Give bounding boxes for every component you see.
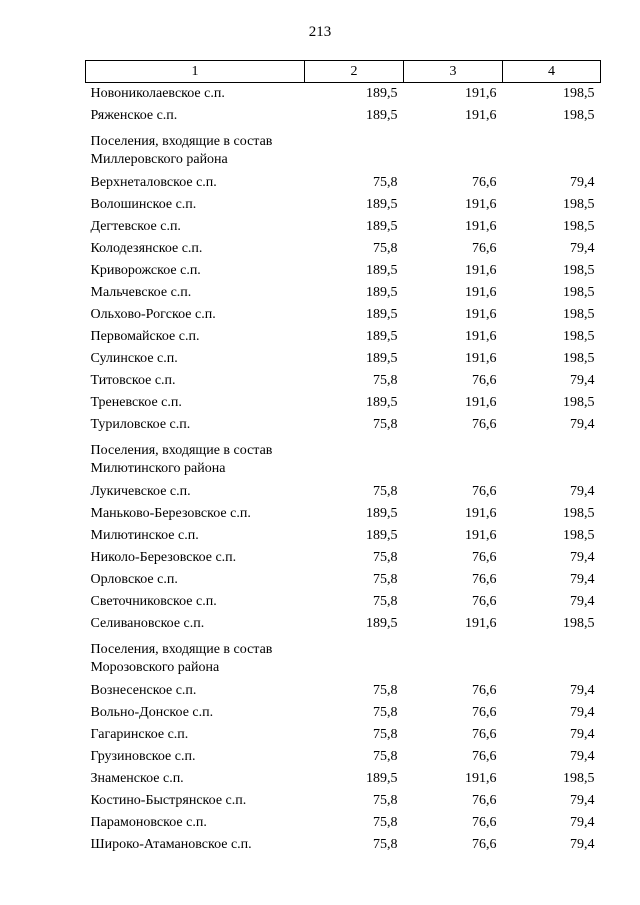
- value-col-2: 75,8: [373, 572, 398, 587]
- value-col-3: 76,6: [472, 484, 497, 499]
- value-col-3: 191,6: [465, 263, 497, 278]
- table-row: [86, 370, 601, 392]
- value-col-3: 76,6: [472, 417, 497, 432]
- value-col-2: 189,5: [366, 263, 398, 278]
- group-heading: Поселения, входящие в состав Милютинского района: [90, 443, 273, 476]
- settlement-name: Первомайское с.п.: [90, 329, 200, 344]
- value-col-4: 79,4: [570, 815, 595, 830]
- table-row: [86, 326, 601, 348]
- value-col-2: 189,5: [366, 616, 398, 631]
- group-heading-row: [86, 635, 601, 680]
- table-row: [86, 812, 601, 834]
- table-row: [86, 216, 601, 238]
- table-row: [86, 591, 601, 613]
- value-col-3: 76,6: [472, 815, 497, 830]
- value-col-3: 191,6: [465, 307, 497, 322]
- value-col-2: 75,8: [373, 727, 398, 742]
- table-row: [86, 238, 601, 260]
- value-col-3: 191,6: [465, 285, 497, 300]
- header-row: [86, 61, 601, 83]
- value-col-3: 76,6: [472, 175, 497, 190]
- value-col-4: 79,4: [570, 683, 595, 698]
- table-row: [86, 172, 601, 194]
- settlement-name: Лукичевское с.п.: [90, 484, 191, 499]
- value-col-3: 191,6: [465, 197, 497, 212]
- group-heading: Поселения, входящие в состав Миллеровского района: [90, 134, 273, 167]
- value-col-2: 75,8: [373, 175, 398, 190]
- value-col-4: 198,5: [563, 263, 595, 278]
- value-col-2: 189,5: [366, 528, 398, 543]
- table-row: [86, 547, 601, 569]
- group-heading-row: [86, 127, 601, 172]
- group-heading-row: [86, 436, 601, 481]
- value-col-3: 191,6: [465, 616, 497, 631]
- settlement-name: Николо-Березовское с.п.: [90, 550, 237, 565]
- settlement-name: Вознесенское с.п.: [90, 683, 197, 698]
- value-col-4: 79,4: [570, 705, 595, 720]
- value-col-2: 189,5: [366, 219, 398, 234]
- value-col-4: 198,5: [563, 329, 595, 344]
- value-col-3: 76,6: [472, 837, 497, 852]
- settlement-name: Вольно-Донское с.п.: [90, 705, 214, 720]
- value-col-4: 198,5: [563, 351, 595, 366]
- value-col-2: 75,8: [373, 417, 398, 432]
- empty-cell: [503, 436, 601, 481]
- value-col-4: 79,4: [570, 241, 595, 256]
- table-row: [86, 392, 601, 414]
- table-row: [86, 414, 601, 436]
- value-col-3: 76,6: [472, 550, 497, 565]
- value-col-3: 191,6: [465, 395, 497, 410]
- tariff-table: [85, 60, 601, 856]
- table-row: [86, 525, 601, 547]
- settlement-name: Ряженское с.п.: [90, 108, 178, 123]
- table-row: [86, 481, 601, 503]
- column-header-2: 2: [305, 61, 404, 83]
- empty-cell: [404, 635, 503, 680]
- table-row: [86, 569, 601, 591]
- value-col-2: 75,8: [373, 373, 398, 388]
- table-row: [86, 613, 601, 635]
- value-col-3: 191,6: [465, 771, 497, 786]
- settlement-name: Треневское с.п.: [90, 395, 182, 410]
- value-col-2: 189,5: [366, 506, 398, 521]
- table-row: [86, 768, 601, 790]
- group-heading: Поселения, входящие в состав Морозовского района: [90, 642, 273, 675]
- column-header-4: 4: [503, 61, 601, 83]
- table-row: [86, 105, 601, 127]
- settlement-name: Ольхово-Рогское с.п.: [90, 307, 216, 322]
- table-row: [86, 746, 601, 768]
- value-col-3: 191,6: [465, 219, 497, 234]
- empty-cell: [305, 127, 404, 172]
- settlement-name: Маньково-Березовское с.п.: [90, 506, 251, 521]
- table-body: [86, 83, 601, 857]
- settlement-name: Колодезянское с.п.: [90, 241, 203, 256]
- value-col-2: 189,5: [366, 108, 398, 123]
- page-number: 213: [308, 24, 332, 40]
- table-row: [86, 282, 601, 304]
- value-col-3: 76,6: [472, 727, 497, 742]
- settlement-name: Верхнеталовское с.п.: [90, 175, 217, 190]
- value-col-2: 189,5: [366, 395, 398, 410]
- table-row: [86, 724, 601, 746]
- value-col-3: 76,6: [472, 793, 497, 808]
- value-col-2: 75,8: [373, 683, 398, 698]
- value-col-4: 198,5: [563, 395, 595, 410]
- empty-cell: [404, 436, 503, 481]
- value-col-3: 76,6: [472, 572, 497, 587]
- value-col-2: 189,5: [366, 285, 398, 300]
- table-row: [86, 680, 601, 702]
- value-col-4: 198,5: [563, 771, 595, 786]
- value-col-3: 191,6: [465, 329, 497, 344]
- value-col-4: 198,5: [563, 616, 595, 631]
- value-col-3: 191,6: [465, 108, 497, 123]
- value-col-3: 76,6: [472, 594, 497, 609]
- empty-cell: [503, 127, 601, 172]
- value-col-4: 79,4: [570, 484, 595, 499]
- table-row: [86, 194, 601, 216]
- table-row: [86, 260, 601, 282]
- value-col-4: 79,4: [570, 572, 595, 587]
- value-col-4: 79,4: [570, 793, 595, 808]
- settlement-name: Сулинское с.п.: [90, 351, 178, 366]
- table-row: [86, 83, 601, 106]
- empty-cell: [305, 436, 404, 481]
- value-col-4: 198,5: [563, 528, 595, 543]
- value-col-4: 198,5: [563, 86, 595, 101]
- settlement-name: Милютинское с.п.: [90, 528, 199, 543]
- settlement-name: Новониколаевское с.п.: [90, 86, 225, 101]
- settlement-name: Титовское с.п.: [90, 373, 176, 388]
- table-row: [86, 348, 601, 370]
- settlement-name: Орловское с.п.: [90, 572, 178, 587]
- table-row: [86, 790, 601, 812]
- settlement-name: Криворожское с.п.: [90, 263, 201, 278]
- value-col-3: 191,6: [465, 528, 497, 543]
- settlement-name: Грузиновское с.п.: [90, 749, 196, 764]
- value-col-2: 75,8: [373, 815, 398, 830]
- empty-cell: [503, 635, 601, 680]
- settlement-name: Костино-Быстрянское с.п.: [90, 793, 247, 808]
- value-col-4: 198,5: [563, 219, 595, 234]
- value-col-2: 75,8: [373, 550, 398, 565]
- value-col-4: 79,4: [570, 175, 595, 190]
- value-col-4: 79,4: [570, 837, 595, 852]
- settlement-name: Мальчевское с.п.: [90, 285, 192, 300]
- column-header-3: 3: [404, 61, 503, 83]
- settlement-name: Широко-Атамановское с.п.: [90, 837, 252, 852]
- value-col-2: 75,8: [373, 705, 398, 720]
- value-col-3: 191,6: [465, 351, 497, 366]
- settlement-name: Волошинское с.п.: [90, 197, 197, 212]
- value-col-2: 189,5: [366, 197, 398, 212]
- value-col-2: 189,5: [366, 771, 398, 786]
- value-col-4: 79,4: [570, 373, 595, 388]
- column-header-1: 1: [86, 61, 305, 83]
- value-col-4: 198,5: [563, 307, 595, 322]
- value-col-3: 76,6: [472, 749, 497, 764]
- value-col-3: 76,6: [472, 241, 497, 256]
- value-col-2: 189,5: [366, 351, 398, 366]
- table-row: [86, 702, 601, 724]
- value-col-4: 198,5: [563, 108, 595, 123]
- value-col-3: 76,6: [472, 373, 497, 388]
- value-col-2: 75,8: [373, 241, 398, 256]
- settlement-name: Светочниковское с.п.: [90, 594, 217, 609]
- table-row: [86, 503, 601, 525]
- value-col-4: 79,4: [570, 749, 595, 764]
- value-col-2: 189,5: [366, 86, 398, 101]
- value-col-4: 198,5: [563, 506, 595, 521]
- empty-cell: [404, 127, 503, 172]
- settlement-name: Парамоновское с.п.: [90, 815, 207, 830]
- value-col-3: 76,6: [472, 683, 497, 698]
- value-col-4: 198,5: [563, 285, 595, 300]
- value-col-4: 198,5: [563, 197, 595, 212]
- value-col-3: 76,6: [472, 705, 497, 720]
- value-col-3: 191,6: [465, 86, 497, 101]
- value-col-3: 191,6: [465, 506, 497, 521]
- value-col-2: 75,8: [373, 749, 398, 764]
- value-col-2: 75,8: [373, 793, 398, 808]
- table-row: [86, 834, 601, 856]
- value-col-4: 79,4: [570, 417, 595, 432]
- settlement-name: Дегтевское с.п.: [90, 219, 181, 234]
- value-col-2: 189,5: [366, 307, 398, 322]
- value-col-4: 79,4: [570, 594, 595, 609]
- value-col-4: 79,4: [570, 727, 595, 742]
- value-col-2: 189,5: [366, 329, 398, 344]
- settlement-name: Туриловское с.п.: [90, 417, 191, 432]
- value-col-2: 75,8: [373, 837, 398, 852]
- settlement-name: Знаменское с.п.: [90, 771, 184, 786]
- value-col-2: 75,8: [373, 594, 398, 609]
- settlement-name: Гагаринское с.п.: [90, 727, 189, 742]
- table-header: [86, 61, 601, 83]
- table-row: [86, 304, 601, 326]
- value-col-2: 75,8: [373, 484, 398, 499]
- settlement-name: Селивановское с.п.: [90, 616, 205, 631]
- empty-cell: [305, 635, 404, 680]
- value-col-4: 79,4: [570, 550, 595, 565]
